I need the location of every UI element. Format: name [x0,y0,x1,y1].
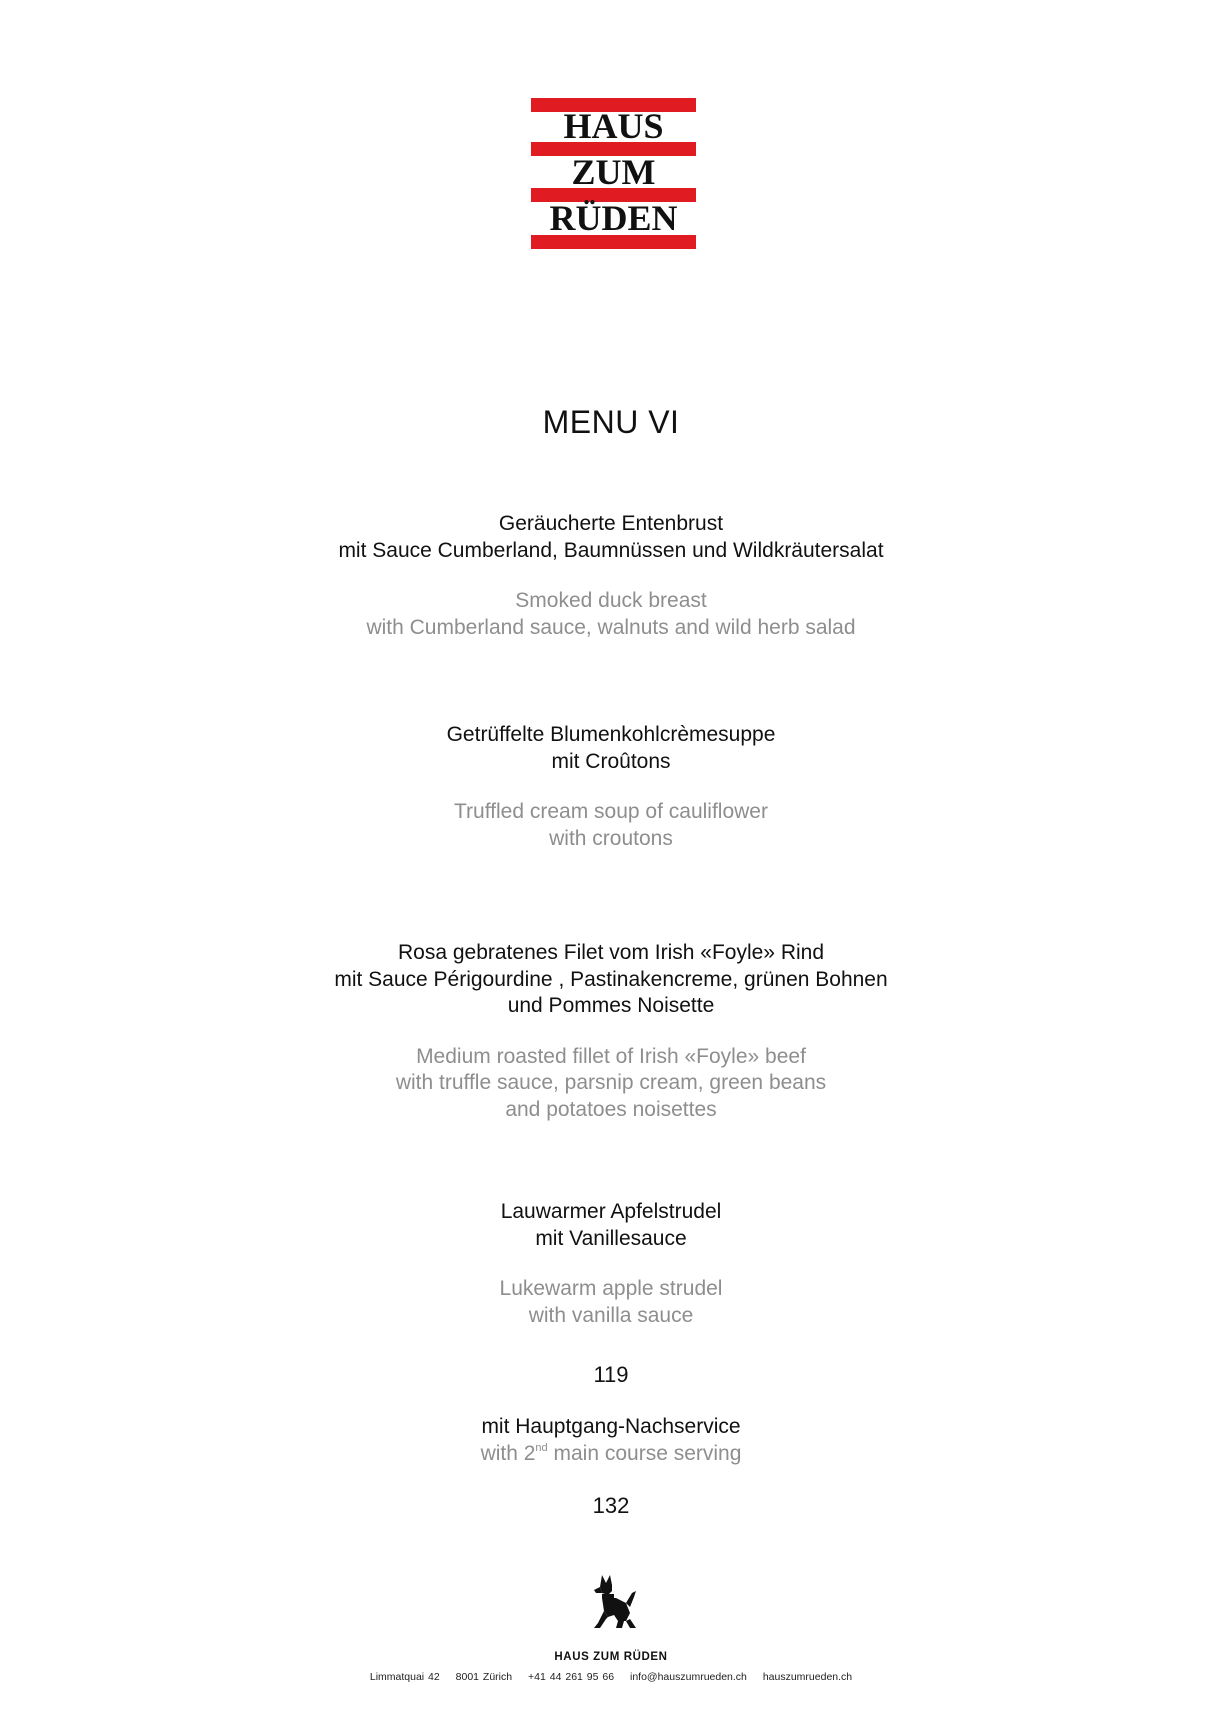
course-3 [0,940,1222,1123]
course-de-line: mit Sauce Cumberland, Baumnüssen und Wildkräutersalat [338,538,884,562]
course-en-line: with vanilla sauce [528,1303,694,1327]
extra-option-de: mit Hauptgang-Nachservice [481,1415,741,1438]
course-en-line: with truffle sauce, parsnip cream, green beans [395,1071,827,1094]
course-4 [0,1199,1222,1329]
course-en-line: with Cumberland sauce, walnuts and wild herb salad [366,615,856,639]
extra-option-en-suffix: main course serving [547,1441,742,1465]
course-de-line: Lauwarmer Apfelstrudel [500,1200,722,1223]
footer-phone[interactable]: +41 44 261 95 66 [528,1671,615,1683]
haus-zum-rueden-logo [531,98,696,249]
course-de-line: mit Vanillesauce [535,1226,687,1250]
course-de-line: mit Sauce Périgourdine , Pastinakencreme, grünen Bohnen [334,967,888,991]
course-de-line: Rosa gebratenes Filet vom Irish «Foyle» Rind [397,941,825,964]
course-de-line: Geräucherte Entenbrust [498,512,724,535]
course-1 [0,511,1222,641]
course-en-line: Smoked duck breast [515,589,707,612]
footer-restaurant-name: HAUS ZUM RÜDEN [554,1651,668,1663]
menu-price: 119 [593,1362,629,1387]
course-de-line: und Pommes Noisette [507,994,715,1017]
footer-website[interactable]: hauszumrueden.ch [762,1671,853,1683]
course-en-line: Lukewarm apple strudel [499,1277,723,1300]
dog-emblem-icon [590,1573,638,1631]
footer-city: 8001 Zürich [455,1671,513,1683]
extra-option-en-sup: nd [535,1441,548,1454]
menu-title: MENU VI [542,404,680,440]
footer-contact [0,1671,1222,1683]
logo-line-3: RÜDEN [549,198,678,238]
course-en-line: with croutons [549,826,673,850]
logo-line-2: ZUM [571,152,656,192]
extra-option [0,1414,1222,1467]
course-en-line: Truffled cream soup of cauliflower [454,800,768,823]
course-de-line: mit Croûtons [551,749,671,773]
extra-price: 132 [592,1493,630,1518]
footer-address: Limmatquai 42 [369,1671,440,1683]
course-en-line: Medium roasted fillet of Irish «Foyle» beef [416,1044,806,1068]
extra-option-en [0,1441,1222,1468]
course-2 [0,722,1222,852]
course-de-line: Getrüffelte Blumenkohlcrèmesuppe [446,723,776,746]
extra-option-en-prefix: with 2 [480,1441,536,1465]
footer-email[interactable]: info@hauszumrueden.ch [630,1671,747,1683]
course-en-line: and potatoes noisettes [505,1097,717,1121]
logo-line-1: HAUS [563,106,664,146]
